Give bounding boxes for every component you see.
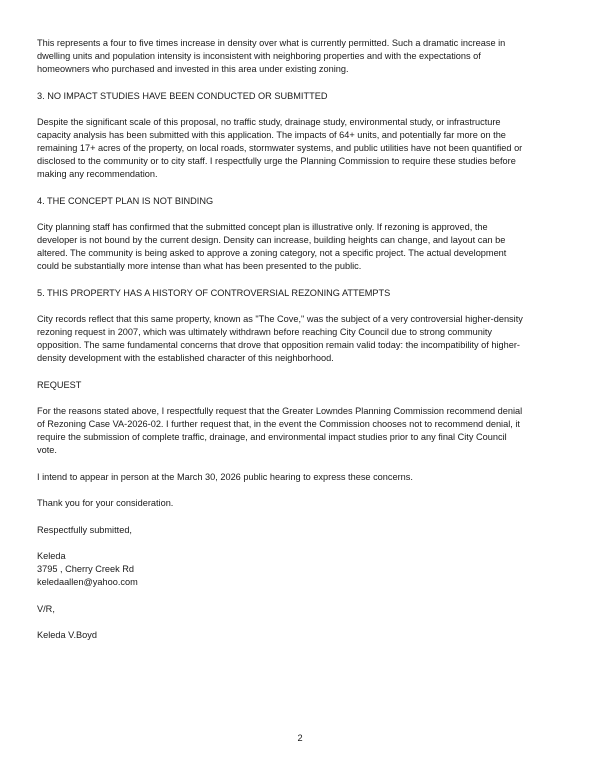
text-line: remaining 17+ acres of the property, on local roads, stormwater systems, and public utilities have not been quantified or [37,143,523,153]
thanks-line: Thank you for your consideration. [37,498,174,508]
text-line: capacity analysis has been submitted with this application. The impacts of 64+ units, and potentially far more on the [37,130,506,140]
text-line: of Rezoning Case VA-2026-02. I further request that, in the event the Commission chooses not to recommend denial, it [37,419,520,429]
text-line: opposition. The same fundamental concerns that drove that opposition remain valid today: the incompatibility of higher- [37,340,520,350]
document-body [37,37,569,656]
signer-address: 3795 , Cherry Creek Rd [37,564,135,574]
full-name-line: Keleda V.Boyd [37,630,97,640]
text-line: making any recommendation. [37,169,158,179]
text-line: This represents a four to five times increase in density over what is currently permitted. Such a dramatic increase in [37,38,506,48]
text-line: require the submission of complete traffic, drainage, and environmental impact studies prior to any final City Council [37,432,507,442]
section-heading-concept-plan: 4. THE CONCEPT PLAN IS NOT BINDING [37,195,214,206]
text-line: City planning staff has confirmed that the submitted concept plan is illustrative only. If rezoning is approved, the [37,222,488,232]
text-line: developer is not bound by the current design. Density can increase, building heights can change, and layout can be [37,235,506,245]
text-line: Despite the significant scale of this proposal, no traffic study, drainage study, environmental study, or infrastructure [37,117,501,127]
section-paragraph-rezoning-history [37,313,569,365]
section-paragraph-concept-plan [37,221,569,273]
closing-line: Respectfully submitted, [37,524,132,535]
text-line: density development with the established character of this neighborhood. [37,353,334,363]
appearance-statement: I intend to appear in person at the March 30, 2026 public hearing to express these concerns. [37,471,413,482]
signer-name: Keleda [37,551,66,561]
section-paragraph-impact-studies [37,116,569,181]
intro-paragraph [37,37,569,76]
text-line: For the reasons stated above, I respectfully request that the Greater Lowndes Planning Commission recommend denial [37,406,523,416]
vr-line: V/R, [37,603,55,614]
section-heading-impact-studies: 3. NO IMPACT STUDIES HAVE BEEN CONDUCTED OR SUBMITTED [37,90,328,101]
text-line: homeowners who purchased and invested in this area under existing zoning. [37,64,349,74]
section-heading-request: REQUEST [37,379,82,390]
text-line: dwelling units and population intensity is inconsistent with neighboring properties and with the expectations of [37,51,481,61]
page-number: 2 [297,733,303,743]
text-line: vote. [37,445,57,455]
text-line: altered. The community is being asked to approve a zoning category, not a specific project. The actual development [37,248,507,258]
text-line: could be substantially more intense than what has been presented to the public. [37,261,362,271]
signer-email: keledaallen@yahoo.com [37,577,138,587]
text-line: disclosed to the community or to city staff. I respectfully urge the Planning Commission to require these studies before [37,156,516,166]
signer-block [37,550,569,589]
text-line: City records reflect that this same property, known as "The Cove," was the subject of a very controversial higher-density [37,314,523,324]
section-heading-rezoning-history: 5. THIS PROPERTY HAS A HISTORY OF CONTROVERSIAL REZONING ATTEMPTS [37,287,391,298]
text-line: rezoning request in 2007, which was ultimately withdrawn before reaching City Council due to strong community [37,327,493,337]
section-paragraph-request [37,405,569,457]
